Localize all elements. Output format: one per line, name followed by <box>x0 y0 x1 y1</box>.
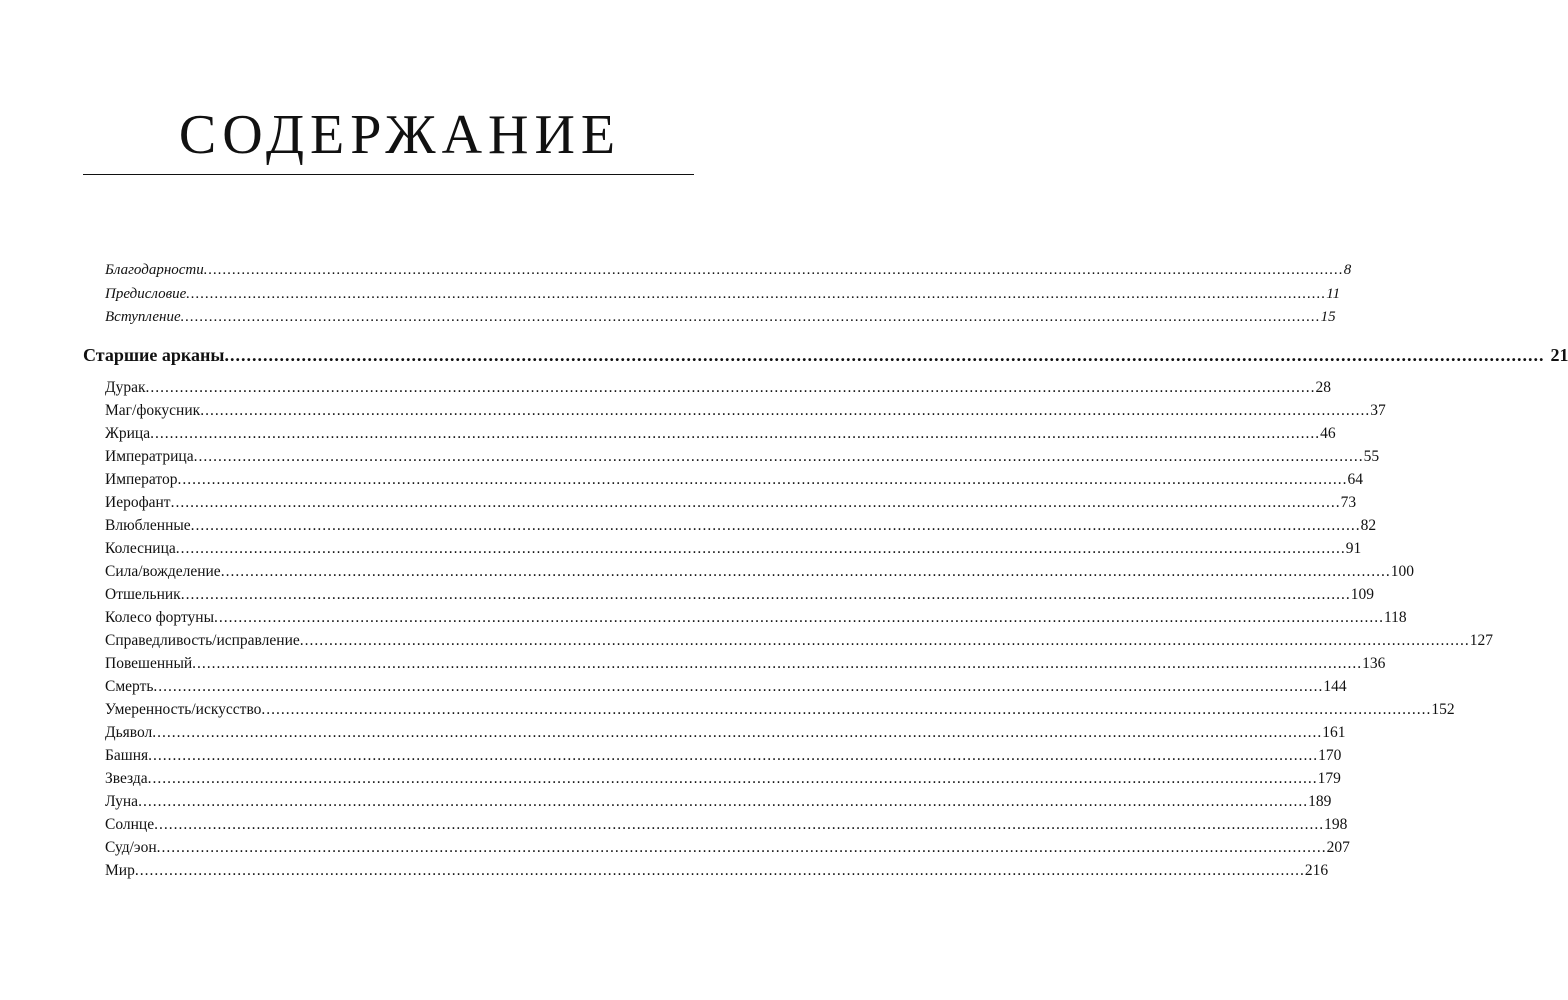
toc-entry-label: Умеренность/искусство <box>105 701 262 718</box>
toc-entry-label: Башня <box>105 747 149 764</box>
toc-entry-page: 127 <box>1469 632 1494 649</box>
toc-entry-label: Звезда <box>105 770 148 787</box>
toc-entry-label: Повешенный <box>105 655 193 672</box>
toc-entry-page: 91 <box>1345 540 1362 557</box>
toc-entry-label: Маг/фокусник <box>105 402 201 419</box>
toc-entry-label: Солнце <box>105 816 155 833</box>
toc-entry-page: 161 <box>1322 724 1346 741</box>
toc-entry-page: 207 <box>1326 839 1350 856</box>
toc-entry-label: Справедливость/исправление <box>105 632 300 649</box>
toc-entry-page: 109 <box>1350 586 1374 603</box>
toc-entry-arcana[interactable] <box>105 515 1377 537</box>
toc-entry-page: 82 <box>1360 517 1377 534</box>
toc-entry-label: Вступление <box>105 309 181 325</box>
dot-leader: ................................................................................................................................................................................................................................................ <box>152 724 1323 741</box>
dot-leader: ................................................................................................................................................................................................................................................ <box>177 471 1348 488</box>
toc-entry-arcana[interactable] <box>105 722 1346 744</box>
toc-entry-arcana[interactable] <box>105 561 1414 583</box>
toc-entry-arcana[interactable] <box>105 837 1350 859</box>
toc-entry-arcana[interactable] <box>105 676 1347 698</box>
toc-entry-page: 136 <box>1362 655 1386 672</box>
dot-leader: ................................................................................................................................................................................................................................................ <box>186 286 1327 302</box>
dot-leader: ................................................................................................................................................................................................................................................ <box>150 425 1321 442</box>
toc-part-page: 21 <box>1550 345 1568 365</box>
toc-entry-arcana[interactable] <box>105 860 1329 882</box>
toc-entry-arcana[interactable] <box>105 423 1336 445</box>
dot-leader: ................................................................................................................................................................................................................................................ <box>220 563 1391 580</box>
toc-entry-label: Предисловие <box>105 286 187 302</box>
toc-entry-label: Иерофант <box>105 494 171 511</box>
toc-entry-page: 46 <box>1320 425 1336 442</box>
toc-entry-label: Мир <box>105 862 135 879</box>
dot-leader: ................................................................................................................................................................................................................................................ <box>224 345 1545 365</box>
toc-entry-arcana[interactable] <box>105 768 1341 790</box>
toc-part-label: Старшие арканы <box>83 345 225 365</box>
toc-entry-arcana[interactable] <box>105 400 1386 422</box>
toc-entry-arcana[interactable] <box>105 653 1386 675</box>
page-title: СОДЕРЖАНИЕ <box>178 104 622 166</box>
toc-entry-label: Влюбленные <box>105 517 191 534</box>
toc-entry-label: Смерть <box>105 678 154 695</box>
toc-entry-page: 170 <box>1318 747 1342 764</box>
toc-entry-page: 37 <box>1370 402 1386 419</box>
toc-entry-label: Дурак <box>105 379 146 396</box>
toc-entry-label: Императрица <box>105 448 194 465</box>
toc-entry-label: Сила/вожделение <box>105 563 221 580</box>
dot-leader: ................................................................................................................................................................................................................................................ <box>145 379 1316 396</box>
dot-leader: ................................................................................................................................................................................................................................................ <box>213 609 1384 626</box>
toc-entry-page: 152 <box>1431 701 1455 718</box>
toc-entry-arcana[interactable] <box>105 538 1362 560</box>
dot-leader: ................................................................................................................................................................................................................................................ <box>200 402 1371 419</box>
toc-entry-page: 8 <box>1343 262 1352 278</box>
toc-entry-label: Благодарности <box>105 262 204 278</box>
toc-entry-page: 144 <box>1323 678 1347 695</box>
toc-entry-page: 64 <box>1347 471 1363 488</box>
toc-entry-page: 100 <box>1390 563 1414 580</box>
toc-entry-page: 15 <box>1320 309 1336 325</box>
dot-leader: ................................................................................................................................................................................................................................................ <box>138 793 1309 810</box>
toc-entry-page: 73 <box>1340 494 1357 511</box>
toc-entry-page: 11 <box>1326 286 1341 302</box>
toc-entry-page: 55 <box>1363 448 1380 465</box>
dot-leader: ................................................................................................................................................................................................................................................ <box>156 839 1327 856</box>
dot-leader: ................................................................................................................................................................................................................................................ <box>148 747 1319 764</box>
dot-leader: ................................................................................................................................................................................................................................................ <box>261 701 1432 718</box>
dot-leader: ................................................................................................................................................................................................................................................ <box>153 678 1324 695</box>
toc-entry-page: 118 <box>1383 609 1407 626</box>
toc-entry-arcana[interactable] <box>105 814 1348 836</box>
toc-entry-introduction[interactable] <box>105 307 1336 327</box>
toc-entry-label: Суд/эон <box>105 839 157 856</box>
toc-entry-label: Жрица <box>105 425 151 442</box>
dot-leader: ................................................................................................................................................................................................................................................ <box>180 309 1321 325</box>
dot-leader: ................................................................................................................................................................................................................................................ <box>193 448 1364 465</box>
toc-entry-page: 198 <box>1324 816 1348 833</box>
toc-entry-arcana[interactable] <box>105 607 1407 629</box>
toc-entry-arcana[interactable] <box>105 791 1332 813</box>
toc-entry-arcana[interactable] <box>105 699 1455 721</box>
toc-entry-label: Колесница <box>105 540 176 557</box>
dot-leader: ................................................................................................................................................................................................................................................ <box>203 262 1344 278</box>
toc-entry-arcana[interactable] <box>105 492 1357 514</box>
toc-entry-arcana[interactable] <box>105 377 1331 399</box>
toc-entry-label: Луна <box>105 793 139 810</box>
dot-leader: ................................................................................................................................................................................................................................................ <box>299 632 1470 649</box>
dot-leader: ................................................................................................................................................................................................................................................ <box>154 816 1325 833</box>
dot-leader: ................................................................................................................................................................................................................................................ <box>192 655 1363 672</box>
toc-entry-preface[interactable] <box>105 284 1341 304</box>
toc-entry-arcana[interactable] <box>105 745 1342 767</box>
toc-entry-label: Дьявол <box>105 724 153 741</box>
toc-entry-arcana[interactable] <box>105 446 1380 468</box>
toc-entry-page: 28 <box>1315 379 1331 396</box>
toc-entry-page: 189 <box>1308 793 1332 810</box>
dot-leader: ................................................................................................................................................................................................................................................ <box>134 862 1305 879</box>
toc-entry-label: Отшельник <box>105 586 181 603</box>
dot-leader: ................................................................................................................................................................................................................................................ <box>170 494 1341 511</box>
toc-entry-arcana[interactable] <box>105 630 1494 652</box>
toc-entry-label: Император <box>105 471 178 488</box>
title-rule <box>83 174 694 175</box>
toc-part-major-arcana[interactable] <box>83 343 1568 367</box>
dot-leader: ................................................................................................................................................................................................................................................ <box>180 586 1351 603</box>
toc-entry-arcana[interactable] <box>105 469 1363 491</box>
toc-entry-arcana[interactable] <box>105 584 1374 606</box>
toc-entry-page: 179 <box>1317 770 1341 787</box>
dot-leader: ................................................................................................................................................................................................................................................ <box>190 517 1361 534</box>
dot-leader: ................................................................................................................................................................................................................................................ <box>175 540 1346 557</box>
toc-entry-page: 216 <box>1304 862 1329 879</box>
dot-leader: ................................................................................................................................................................................................................................................ <box>147 770 1318 787</box>
toc-entry-acknowledgements[interactable] <box>105 260 1352 280</box>
toc-entry-label: Колесо фортуны <box>105 609 214 626</box>
